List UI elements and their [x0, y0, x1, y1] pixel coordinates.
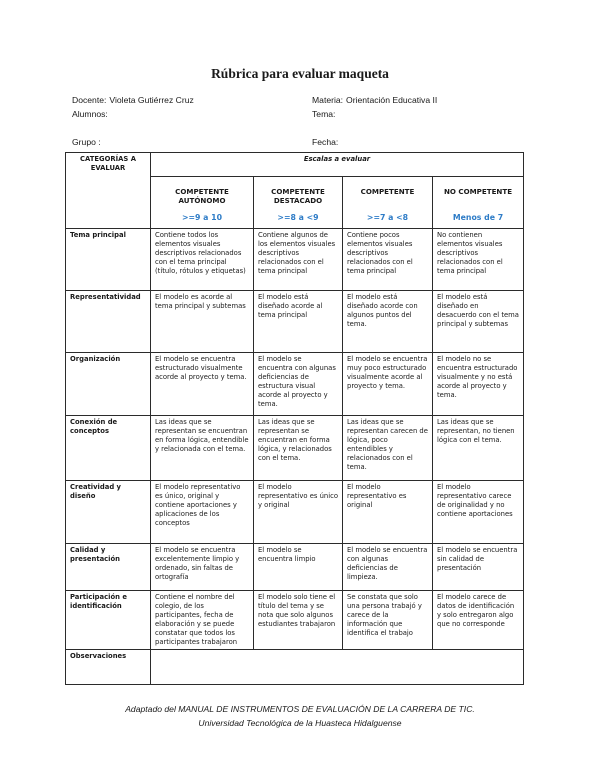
row-organizacion	[66, 353, 524, 416]
tema-label: Tema:	[312, 109, 336, 119]
criterion-cell: No contienen elementos visuales descriptivos relacionados con el tema principal	[433, 229, 524, 291]
column-range: >=8 a <9	[277, 212, 319, 222]
criterion-cell: El modelo representativo es único, original y contiene aportaciones y aplicaciones de los conceptos	[151, 481, 254, 544]
fecha-label: Fecha:	[312, 137, 339, 147]
row-participacion-e-identificacion	[66, 591, 524, 650]
observations-empty-cell	[151, 649, 524, 684]
materia-value: Orientación Educativa II	[346, 95, 438, 105]
footer-line-1: Adaptado del MANUAL DE INSTRUMENTOS DE EVALUACIÓN DE LA CARRERA DE TIC.	[125, 704, 475, 714]
row-creatividad-y-diseno	[66, 481, 524, 544]
criterion-cell: Contiene el nombre del colegio, de los participantes, fecha de elaboración y se puede constatar que todos los participantes trabajaron	[151, 591, 254, 650]
docente-line	[72, 95, 194, 105]
category-label: Observaciones	[66, 649, 151, 684]
category-label: Conexión de conceptos	[66, 416, 151, 481]
criterion-cell: El modelo representativo es único y original	[254, 481, 343, 544]
column-label: COMPETENTE AUTÓNOMO	[175, 187, 229, 206]
criterion-cell: Se constata que solo una persona trabajó y carece de la información que identifica el trabajo	[343, 591, 433, 650]
category-label: Participación e identificación	[66, 591, 151, 650]
criterion-cell: El modelo se encuentra con algunas deficiencias de estructura visual acorde al proyecto y tema.	[254, 353, 343, 416]
fecha-line	[312, 137, 338, 147]
criterion-cell: Las ideas que se representan se encuentran en forma lógica, y relacionados con el tema.	[254, 416, 343, 481]
category-label: Representatividad	[66, 291, 151, 353]
criterion-cell: El modelo representativo es original	[343, 481, 433, 544]
row-conexion-de-conceptos	[66, 416, 524, 481]
criterion-cell: El modelo se encuentra muy poco estructurado visualmente acorde al proyecto y tema.	[343, 353, 433, 416]
alumnos-label: Alumnos:	[72, 109, 108, 119]
criterion-cell: El modelo es acorde al tema principal y subtemas	[151, 291, 254, 353]
criterion-cell: El modelo se encuentra estructurado visualmente acorde al proyecto y tema.	[151, 353, 254, 416]
category-label: Creatividad y diseño	[66, 481, 151, 544]
column-label: COMPETENTE	[360, 187, 415, 196]
rubric-table	[65, 152, 524, 685]
column-range: Menos de 7	[452, 212, 504, 222]
criterion-cell: El modelo carece de datos de identificación y solo entregaron algo que no corresponde	[433, 591, 524, 650]
criterion-cell: El modelo representativo carece de originalidad y no contiene aportaciones	[433, 481, 524, 544]
row-tema-principal	[66, 229, 524, 291]
criterion-cell: El modelo solo tiene el título del tema y se nota que solo algunos estudiantes trabajaron	[254, 591, 343, 650]
page-footer	[0, 703, 600, 730]
column-header-no-competente	[433, 177, 524, 229]
criterion-cell: El modelo está diseñado en desacuerdo con el tema principal y subtemas	[433, 291, 524, 353]
column-header-competente	[343, 177, 433, 229]
column-range: >=7 a <8	[366, 212, 409, 222]
criterion-cell: El modelo se encuentra sin calidad de presentación	[433, 544, 524, 591]
category-label: Organización	[66, 353, 151, 416]
materia-line	[312, 95, 437, 105]
categories-header-cell: CATEGORÍAS A EVALUAR	[66, 153, 151, 229]
docente-value: Violeta Gutiérrez Cruz	[109, 95, 194, 105]
criterion-cell: Las ideas que se representan, no tienen lógica con el tema.	[433, 416, 524, 481]
category-label: Calidad y presentación	[66, 544, 151, 591]
grupo-label: Grupo :	[72, 137, 101, 147]
page-title: Rúbrica para evaluar maqueta	[211, 66, 389, 81]
category-label: Tema principal	[66, 229, 151, 291]
criterion-cell: Contiene todos los elementos visuales descriptivos relacionados con el tema principal (título, rótulos y etiquetas)	[151, 229, 254, 291]
column-label: NO COMPETENTE	[443, 187, 513, 196]
criterion-cell: El modelo está diseñado acorde al tema principal	[254, 291, 343, 353]
criterion-cell: Contiene algunos de los elementos visuales descriptivos relacionados con el tema principal	[254, 229, 343, 291]
criterion-cell: Las ideas que se representan se encuentran en forma lógica, entendible y relacionada con el tema.	[151, 416, 254, 481]
row-observaciones	[66, 649, 524, 684]
column-header-competente-destacado	[254, 177, 343, 229]
column-label: COMPETENTE DESTACADO	[271, 187, 325, 206]
criterion-cell: El modelo se encuentra excelentemente limpio y ordenado, sin faltas de ortografía	[151, 544, 254, 591]
docente-label: Docente:	[72, 95, 107, 105]
alumnos-line	[72, 109, 108, 119]
criterion-cell: El modelo se encuentra limpio	[254, 544, 343, 591]
scales-header-cell: Escalas a evaluar	[151, 153, 524, 177]
tema-line	[312, 109, 335, 119]
criterion-cell: El modelo no se encuentra estructurado visualmente y no está acorde al proyecto y tema.	[433, 353, 524, 416]
column-header-competente-autonomo	[151, 177, 254, 229]
criterion-cell: El modelo está diseñado acorde con algunos puntos del tema.	[343, 291, 433, 353]
criterion-cell: El modelo se encuentra con algunas deficiencias de limpieza.	[343, 544, 433, 591]
scales-header-row	[66, 153, 524, 177]
row-representatividad	[66, 291, 524, 353]
footer-line-2: Universidad Tecnológica de la Huasteca Hidalguense	[198, 717, 402, 728]
criterion-cell: Las ideas que se representan carecen de lógica, poco entendibles y relacionados con el tema.	[343, 416, 433, 481]
criterion-cell: Contiene pocos elementos visuales descriptivos relacionados con el tema principal	[343, 229, 433, 291]
column-range: >=9 a 10	[181, 212, 223, 222]
materia-label: Materia:	[312, 95, 344, 105]
grupo-line	[72, 137, 101, 147]
row-calidad-y-presentacion	[66, 544, 524, 591]
